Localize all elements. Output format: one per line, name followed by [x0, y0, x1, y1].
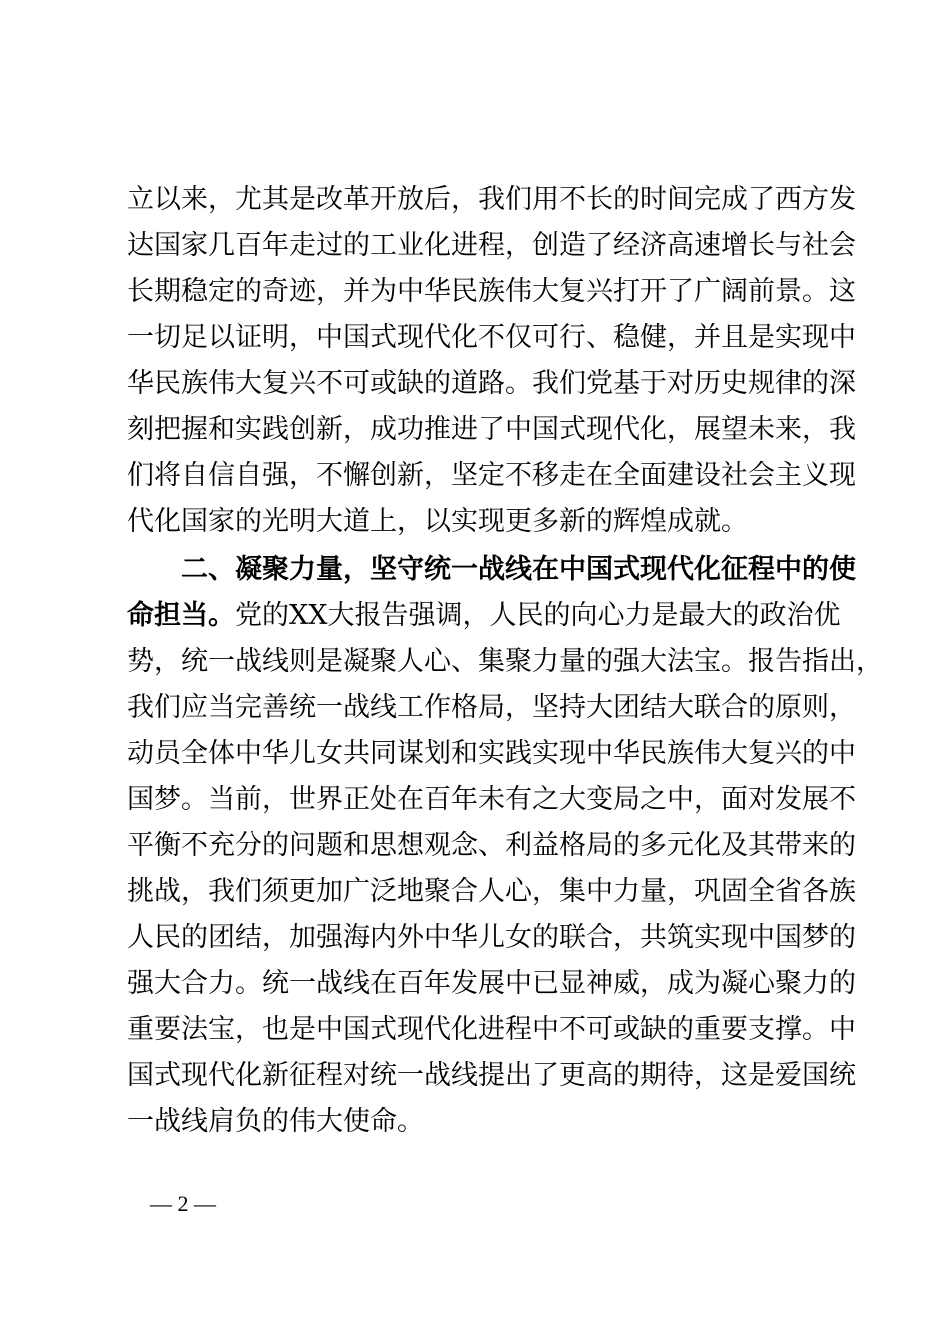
paragraph-line: 达国家几百年走过的工业化进程，创造了经济高速增长与社会	[127, 230, 856, 261]
paragraph-line: 动员全体中华儿女共同谋划和实践实现中华民族伟大复兴的中	[127, 738, 856, 769]
paragraph-line-rest: 党的XX大报告强调，人民的向心力是最大的政治优	[235, 600, 841, 631]
paragraph-line: 强大合力。统一战线在百年发展中已显神威，成为凝心聚力的	[127, 968, 856, 999]
section-heading: 二、凝聚力量，坚守统一战线在中国式现代化征程中的使	[181, 554, 856, 585]
paragraph-line: 一切足以证明，中国式现代化不仅可行、稳健，并且是实现中	[127, 322, 856, 353]
paragraph-line: 人民的团结，加强海内外中华儿女的联合，共筑实现中国梦的	[127, 922, 856, 953]
paragraph-line: 刻把握和实践创新，成功推进了中国式现代化，展望未来，我	[127, 414, 856, 445]
paragraph-line: 挑战，我们须更加广泛地聚合人心，集中力量，巩固全省各族	[127, 876, 856, 907]
paragraph-line: 势，统一战线则是凝聚人心、集聚力量的强大法宝。报告指出，	[127, 646, 883, 677]
paragraph-line: 国式现代化新征程对统一战线提出了更高的期待，这是爱国统	[127, 1060, 856, 1091]
paragraph-line: 国梦。当前，世界正处在百年未有之大变局之中，面对发展不	[127, 784, 856, 815]
paragraph-line: 们将自信自强，不懈创新，坚定不移走在全面建设社会主义现	[127, 460, 856, 491]
paragraph-line: 我们应当完善统一战线工作格局，坚持大团结大联合的原则，	[127, 692, 856, 723]
section-heading-end: 命担当。	[127, 600, 235, 631]
paragraph-line: 平衡不充分的问题和思想观念、利益格局的多元化及其带来的	[127, 830, 856, 861]
paragraph-line: 长期稳定的奇迹，并为中华民族伟大复兴打开了广阔前景。这	[127, 276, 856, 307]
paragraph-line	[127, 594, 841, 638]
paragraph-line: 重要法宝，也是中国式现代化进程中不可或缺的重要支撑。中	[127, 1014, 856, 1045]
paragraph-line: 一战线肩负的伟大使命。	[127, 1106, 424, 1137]
paragraph-line: 华民族伟大复兴不可或缺的道路。我们党基于对历史规律的深	[127, 368, 856, 399]
paragraph-line: 代化国家的光明大道上，以实现更多新的辉煌成就。	[127, 506, 748, 537]
paragraph-line: 立以来，尤其是改革开放后，我们用不长的时间完成了西方发	[127, 184, 856, 215]
page-number: — 2 —	[150, 1191, 216, 1216]
